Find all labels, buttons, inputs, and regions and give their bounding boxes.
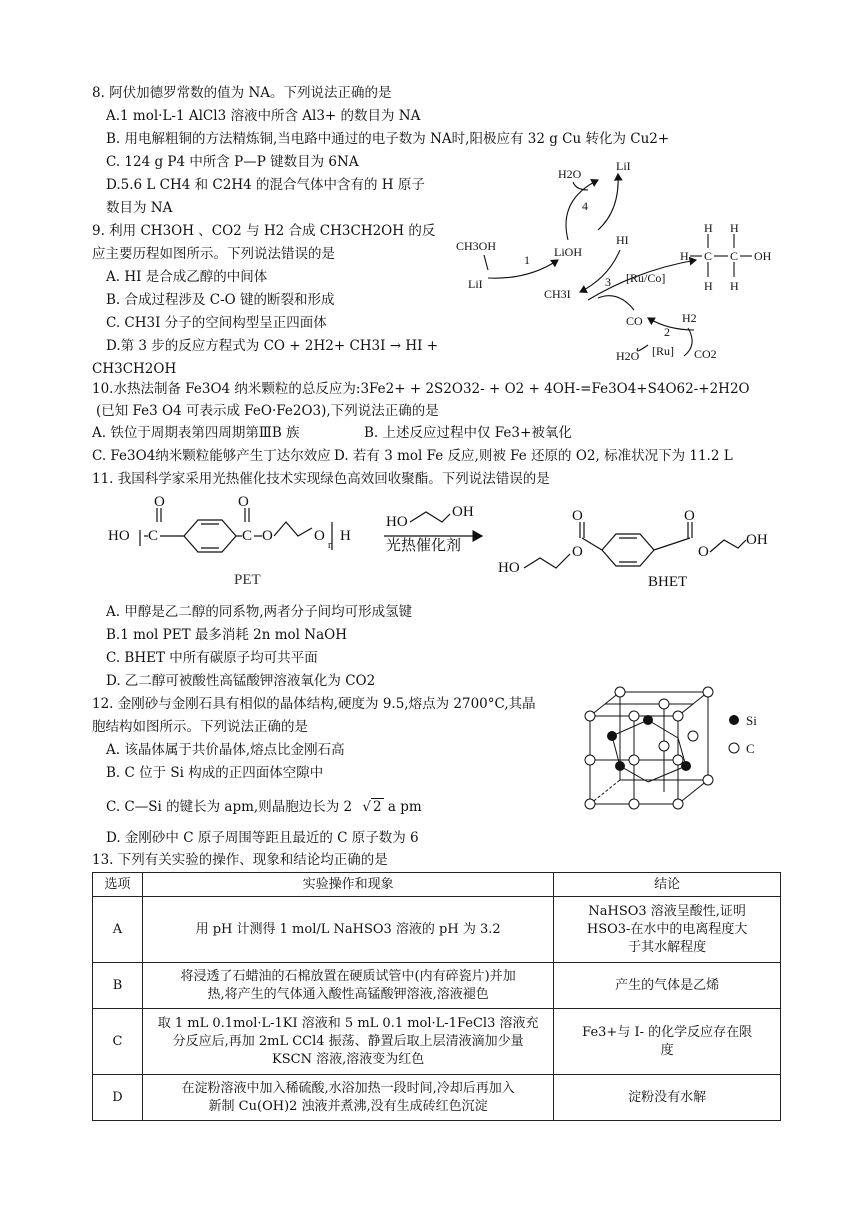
q9-option-c: C. CH3I 分子的空间构型呈正四面体 [106,315,327,331]
q11-option-c: C. BHET 中所有碳原子均可共平面 [106,650,318,666]
sqrt-radicand: 2 [372,799,382,815]
q9-stem-cont: 应主要历程如图所示。下列说法错误的是 [92,246,335,262]
q12-stem: 12. 金刚砂与金刚石具有相似的晶体结构,硬度为 9.5,熔点为 2700°C,其晶 [92,696,536,712]
q9-option-a: A. HI 是合成乙醇的中间体 [106,269,268,285]
q13-stem: 13. 下列有关实验的操作、现象和结论均正确的是 [92,852,388,868]
q12-option-c-text: C. C—Si 的键长为 apm,则晶胞边长为 2 [106,799,353,815]
ethanol-c1: C [704,249,713,263]
table-row [93,963,781,1009]
q12-option-b: B. C 位于 Si 构成的正四面体空隙中 [106,765,324,781]
q11-option-b: B.1 mol PET 最多消耗 2n mol NaOH [106,627,347,643]
pet-o-right: O [238,494,249,510]
step1-label: 1 [524,253,530,267]
header-conclusion: 结论 [554,873,781,897]
lioh-label: LiOH [554,245,582,259]
h2o-bottom-label: H2O [616,349,640,363]
pet-o-ester: O [262,528,273,544]
row-c-operation [142,1009,553,1075]
h2-label: H2 [682,311,697,325]
bhet-ho: HO [498,560,520,576]
step2-label: 2 [664,325,670,339]
legend-si-label: Si [746,713,757,728]
pet-recycling-reaction [104,492,784,596]
q12-option-c-unit: a pm [387,799,422,815]
pet-h: H [340,528,351,544]
hi-label: HI [616,233,629,247]
q9-option-b: B. 合成过程涉及 C-O 键的断裂和形成 [106,292,335,308]
table-row [93,897,781,963]
bhet-o-ester-right: O [698,544,709,560]
q8-option-c: C. 124 g P4 中所含 P—P 键数目为 6NA [106,154,359,170]
crystal-cell-diagram [582,686,778,814]
q9-stem: 9. 利用 CH3OH 、CO2 与 H2 合成 CH3CH2OH 的反 [92,223,436,239]
q8-option-b: B. 用电解粗铜的方法精炼铜,当电路中通过的电子数为 NA时,阳极应有 32 g Cu 转化为 Cu2+ [106,131,670,147]
row-b-conclusion [554,963,781,1009]
cell-line: 产生的气体是乙烯 [615,977,720,993]
cell-line: 将浸透了石蜡油的石棉放置在硬质试管中(内有碎瓷片)并加 [180,968,516,984]
q8-stem: 8. 阿伏加德罗常数的值为 NA。下列说法正确的是 [92,85,392,101]
experiment-table [92,872,781,1121]
q10-option-a: A. 铁位于周期表第四周期第ⅢB 族 [92,425,300,441]
cell-line: 于其水解程度 [628,939,707,955]
eg-ho: HO [386,514,408,530]
bhet-o-ester-left: O [572,544,583,560]
lii-top-label: LiI [616,160,631,173]
co-label: CO [626,314,643,328]
pet-c-left: C [148,528,159,544]
legend-si-marker [729,715,739,725]
row-d-option: D [93,1075,143,1121]
cell-line: 淀粉没有水解 [628,1089,707,1105]
ethanol-h2: H [730,221,739,235]
cell-line: HSO3-在水中的电离程度大 [586,921,748,937]
cell-line: 在淀粉溶液中加入稀硫酸,水浴加热一段时间,冷却后再加入 [181,1080,515,1096]
q9-option-d: D.第 3 步的反应方程式为 CO + 2H2+ CH3I → HI + [106,338,439,354]
q10-stem: 10.水热法制备 Fe3O4 纳米颗粒的总反应为:3Fe2+ + 2S2O32- + O2 + 4OH-=Fe3O4+S4O62-+2H2O [92,381,750,397]
row-a-option: A [93,897,143,963]
table-row [93,1009,781,1075]
ethanol-h1: H [704,221,713,235]
pet-ho: HO [108,528,130,544]
bhet-o-top-right: O [684,508,695,524]
row-c-conclusion [554,1009,781,1075]
q12-option-d: D. 金刚砂中 C 原子周围等距且最近的 C 原子数为 6 [106,830,419,846]
q10-option-b: B. 上述反应过程中仅 Fe3+被氧化 [364,425,572,441]
row-b-option: B [93,963,143,1009]
table-row [93,1075,781,1121]
step3-label: 3 [605,275,611,289]
ethanol-h5: H [730,279,739,293]
q11-option-d: D. 乙二醇可被酸性高锰酸钾溶液氧化为 CO2 [106,673,376,689]
cell-line: NaHSO3 溶液呈酸性,证明 [588,903,746,919]
ru-co-catalyst: [Ru/Co] [626,271,666,285]
ch3i-label: CH3I [544,287,571,301]
pet-c-right: C [242,528,253,544]
legend-c-label: C [746,741,755,756]
row-a-operation [142,897,553,963]
eg-oh: OH [452,504,474,520]
legend-c-marker [729,743,739,753]
ethanol-h4: H [704,279,713,293]
row-b-operation [142,963,553,1009]
q9-option-d-cont: CH3CH2OH [92,361,177,377]
ru-catalyst: [Ru] [652,344,674,358]
h2o-label: H2O [558,167,582,181]
header-operation: 实验操作和现象 [142,873,553,897]
cell-line: 取 1 mL 0.1mol·L-1KI 溶液和 5 mL 0.1 mol·L-1FeCl3 溶液充 [157,1015,539,1031]
q12-stem-cont: 胞结构如图所示。下列说法正确的是 [92,719,308,735]
co2-label: CO2 [694,347,717,361]
bhet-label: BHET [648,574,688,590]
cell-line: 分反应后,再加 2mL CCl4 振荡、静置后取上层清液滴加少量 [172,1033,524,1049]
q8-option-a: A.1 mol·L-1 AlCl3 溶液中所含 Al3+ 的数目为 NA [106,108,421,124]
cell-line: 新制 Cu(OH)2 浊液并煮沸,没有生成砖红色沉淀 [208,1098,488,1114]
q10-note: (已知 Fe3 O4 可表示成 FeO·Fe2O3),下列说法正确的是 [96,403,439,419]
catalyst-label: 光热催化剂 [386,538,462,554]
ch3oh-label: CH3OH [456,239,497,253]
cell-line: 用 pH 计测得 1 mol/L NaHSO3 溶液的 pH 为 3.2 [195,921,501,937]
ethanol-h3: H [680,249,689,263]
row-a-conclusion [554,897,781,963]
cell-line: Fe3+与 I- 的化学反应存在限 [582,1024,753,1040]
q8-option-d: D.5.6 L CH4 和 C2H4 的混合气体中含有的 H 原子 [106,177,425,193]
row-d-conclusion [554,1075,781,1121]
q11-option-a: A. 甲醇是乙二醇的同系物,两者分子间均可形成氢键 [106,604,413,620]
row-d-operation [142,1075,553,1121]
lii-label: LiI [468,277,483,291]
cell-line: 度 [660,1042,674,1058]
bhet-oh: OH [746,532,768,548]
bhet-o-top-left: O [572,508,583,524]
pet-o-end: O [314,528,325,544]
q10-option-c: C. Fe3O4纳米颗粒能够产生丁达尔效应 [92,448,331,464]
header-option: 选项 [93,873,143,897]
pet-o-left: O [154,494,165,510]
q12-option-c [106,798,422,816]
q10-option-d: D. 若有 3 mol Fe 反应,则被 Fe 还原的 O2, 标准状况下为 11.2 L [334,448,733,464]
row-c-option: C [93,1009,143,1075]
ethanol-oh: OH [754,249,772,263]
cell-line: KSCN 溶液,溶液变为红色 [272,1051,425,1067]
q12-option-a: A. 该晶体属于共价晶体,熔点比金刚石高 [106,742,345,758]
pet-label: PET [234,572,261,588]
q11-stem: 11. 我国科学家采用光热催化技术实现绿色高效回收聚酯。下列说法错误的是 [92,471,550,487]
ethanol-c2: C [730,249,739,263]
q8-option-d-cont: 数目为 NA [106,200,173,216]
step4-label: 4 [582,199,588,213]
cell-line: 热,将产生的气体通入酸性高锰酸钾溶液,溶液褪色 [207,986,489,1002]
reaction-mechanism-diagram [448,160,788,370]
pet-n: n [328,540,333,551]
sqrt-symbol: √ 2 [362,799,382,815]
table-header-row [93,873,781,897]
